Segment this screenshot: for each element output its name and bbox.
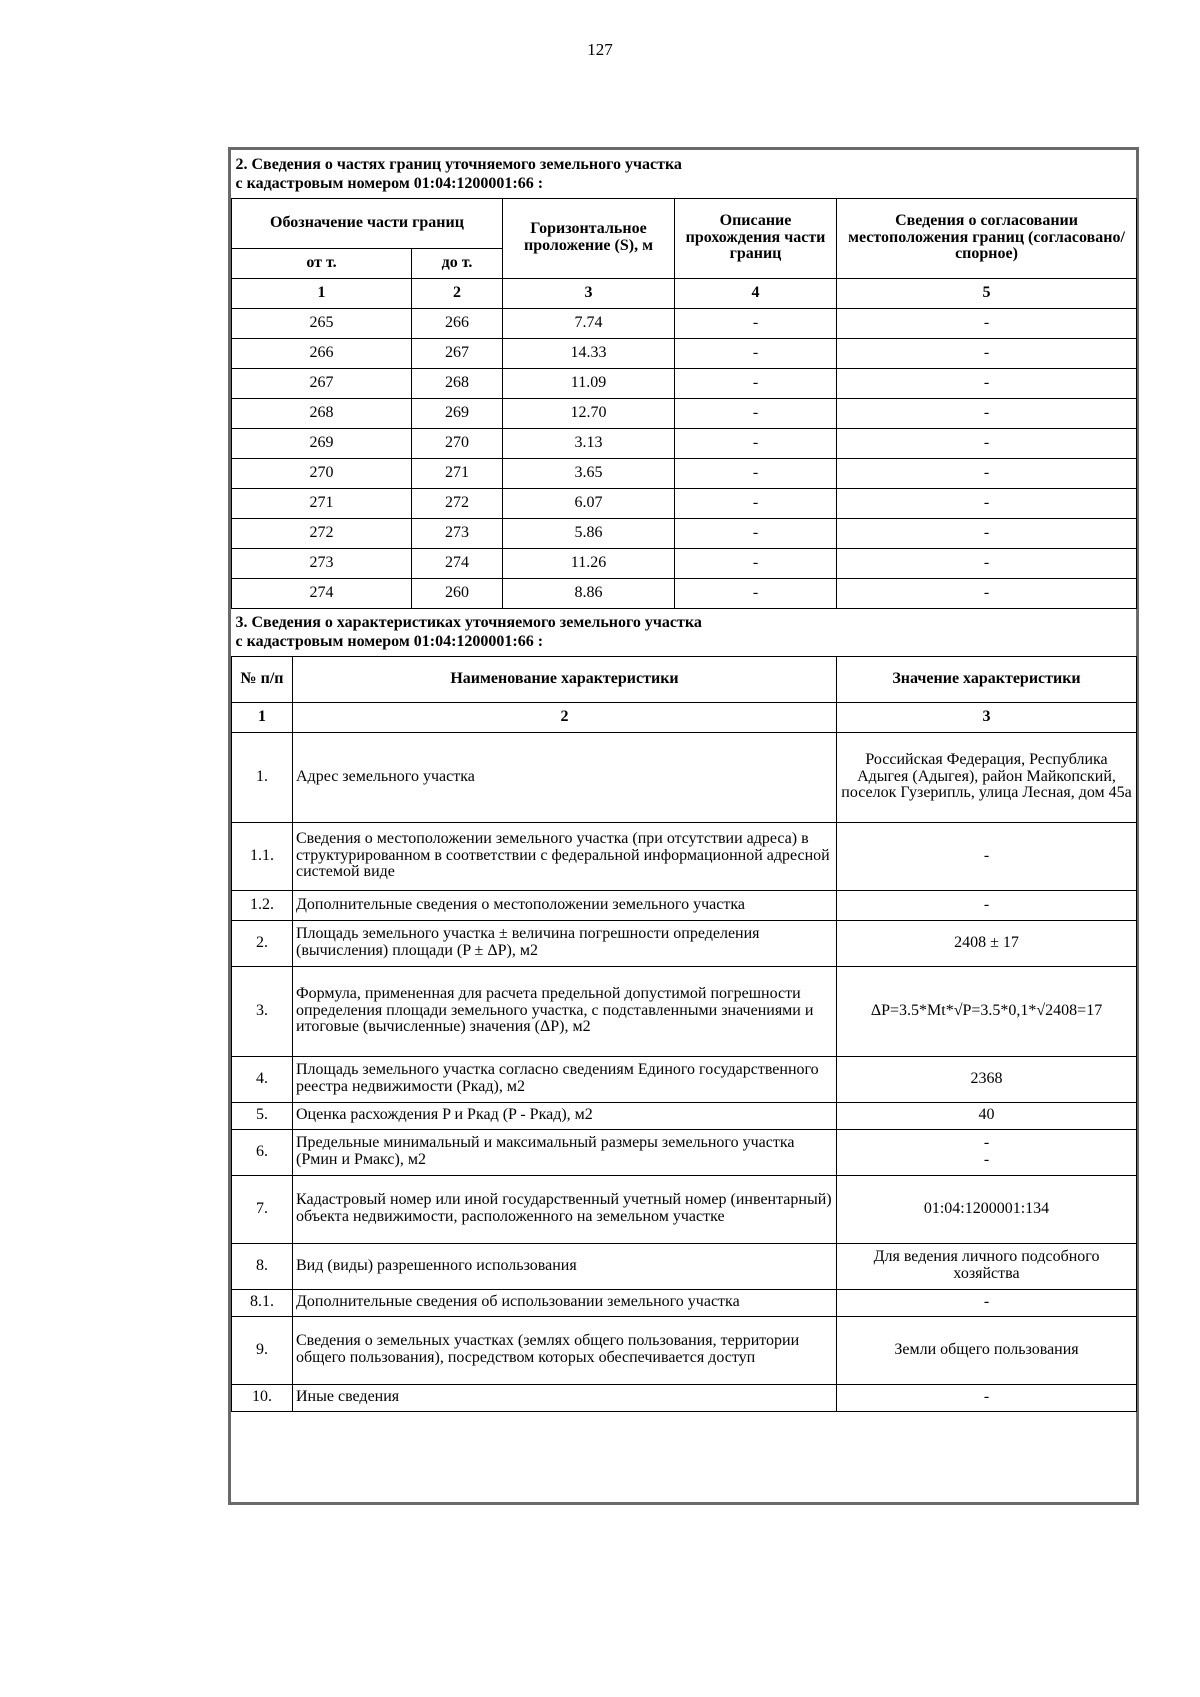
cell-value-max: - [983, 1151, 990, 1168]
boundary-table [231, 150, 1137, 1412]
cell-agreement: - [837, 398, 1137, 428]
table-row [232, 368, 1137, 398]
cell-to: 260 [412, 578, 503, 608]
table-row [232, 1102, 1137, 1129]
document-frame [228, 147, 1139, 1505]
table-row [232, 966, 1137, 1056]
table-row [232, 1056, 1137, 1102]
cell-from: 266 [232, 338, 412, 368]
cell-to: 267 [412, 338, 503, 368]
cell-to: 266 [412, 308, 503, 338]
cell-value: - [837, 1289, 1137, 1316]
cell-value: Российская Федерация, Республика Адыгея (Адыгея), район Майкопский, поселок Гузерипль, улица Лесная, дом 45а [837, 732, 1137, 822]
table-row [232, 732, 1137, 822]
table-row [232, 1129, 1137, 1175]
cell-description: - [675, 458, 837, 488]
header-num: № п/п [232, 656, 293, 702]
cell-num: 1.1. [232, 822, 293, 890]
cell-from: 268 [232, 398, 412, 428]
cell-agreement: - [837, 368, 1137, 398]
header-description: Описание прохождения части границ [675, 198, 837, 278]
table-row [232, 308, 1137, 338]
cell-name: Адрес земельного участка [293, 732, 837, 822]
cell-horizontal: 3.65 [503, 458, 675, 488]
header-agreement: Сведения о согласовании местоположения границ (согласовано/спорное) [837, 198, 1137, 278]
cell-name: Площадь земельного участка ± величина погрешности определения (вычисления) площади (P ± ΔP), м2 [293, 920, 837, 966]
header-value: Значение характеристики [837, 656, 1137, 702]
cell-value: - [837, 1384, 1137, 1411]
cell-description: - [675, 518, 837, 548]
cell-value: 2408 ± 17 [837, 920, 1137, 966]
cell-num: 3. [232, 966, 293, 1056]
cell-to: 273 [412, 518, 503, 548]
header-name: Наименование характеристики [293, 656, 837, 702]
cell-value: 40 [837, 1102, 1137, 1129]
cell-to: 270 [412, 428, 503, 458]
cell-to: 274 [412, 548, 503, 578]
cell-num: 6. [232, 1129, 293, 1175]
cell-to: 269 [412, 398, 503, 428]
cell-horizontal: 7.74 [503, 308, 675, 338]
section2-title [232, 150, 1137, 198]
table-row [232, 1243, 1137, 1289]
cell-num: 8. [232, 1243, 293, 1289]
section2-title-line2: с кадастровым номером 01:04:1200001:66 : [235, 174, 544, 192]
cell-value: - [837, 822, 1137, 890]
cell-description: - [675, 578, 837, 608]
cell-agreement: - [837, 548, 1137, 578]
cell-agreement: - [837, 428, 1137, 458]
section3-title-line2: с кадастровым номером 01:04:1200001:66 : [235, 633, 544, 650]
col-number: 2 [412, 278, 503, 308]
cell-num: 8.1. [232, 1289, 293, 1316]
cell-num: 4. [232, 1056, 293, 1102]
section3-title [232, 608, 1137, 656]
col-number: 4 [675, 278, 837, 308]
cell-description: - [675, 338, 837, 368]
cell-name: Предельные минимальный и максимальный размеры земельного участка (Рмин и Рмакс), м2 [293, 1129, 837, 1175]
cell-name: Площадь земельного участка согласно сведениям Единого государственного реестра недвижимости (Ркад), м2 [293, 1056, 837, 1102]
cell-agreement: - [837, 488, 1137, 518]
cell-from: 273 [232, 548, 412, 578]
cell-description: - [675, 548, 837, 578]
table-row [232, 1289, 1137, 1316]
col-number: 2 [293, 702, 837, 732]
cell-num: 9. [232, 1316, 293, 1384]
table-row [232, 518, 1137, 548]
cell-name: Иные сведения [293, 1384, 837, 1411]
cell-horizontal: 3.13 [503, 428, 675, 458]
cell-value: 2368 [837, 1056, 1137, 1102]
cell-name: Оценка расхождения P и Ркад (P - Ркад), м2 [293, 1102, 837, 1129]
cell-value: 01:04:1200001:134 [837, 1175, 1137, 1243]
col-number: 1 [232, 702, 293, 732]
cell-num: 1. [232, 732, 293, 822]
col-number: 3 [837, 702, 1137, 732]
cell-value [837, 1129, 1137, 1175]
cell-name: Сведения о местоположении земельного участка (при отсутствии адреса) в структурированном в соответствии с федеральной информационной адресной системой виде [293, 822, 837, 890]
col-number: 3 [503, 278, 675, 308]
cell-agreement: - [837, 308, 1137, 338]
cell-description: - [675, 308, 837, 338]
cell-num: 7. [232, 1175, 293, 1243]
header-designation: Обозначение части границ [232, 198, 503, 248]
cell-value: ΔP=3.5*Mt*√P=3.5*0,1*√2408=17 [837, 966, 1137, 1056]
cell-to: 272 [412, 488, 503, 518]
cell-agreement: - [837, 578, 1137, 608]
cell-name: Вид (виды) разрешенного использования [293, 1243, 837, 1289]
table-row [232, 338, 1137, 368]
cell-description: - [675, 428, 837, 458]
cell-from: 265 [232, 308, 412, 338]
table-row [232, 398, 1137, 428]
table-row [232, 488, 1137, 518]
page-number: 127 [587, 40, 613, 59]
table-row [232, 1175, 1137, 1243]
table-row [232, 822, 1137, 890]
cell-description: - [675, 488, 837, 518]
cell-from: 267 [232, 368, 412, 398]
cell-value: - [837, 890, 1137, 920]
section2-title-line1: 2. Сведения о частях границ уточняемого земельного участка [235, 155, 682, 173]
table-row [232, 920, 1137, 966]
cell-description: - [675, 398, 837, 428]
section3-title-line1: 3. Сведения о характеристиках уточняемого земельного участка [235, 613, 702, 631]
table-row [232, 578, 1137, 608]
cell-name: Сведения о земельных участках (землях общего пользования, территории общего пользования), посредством которых обеспечивается доступ [293, 1316, 837, 1384]
table-row [232, 890, 1137, 920]
cell-horizontal: 8.86 [503, 578, 675, 608]
cell-from: 269 [232, 428, 412, 458]
cell-from: 271 [232, 488, 412, 518]
col-number: 1 [232, 278, 412, 308]
cell-horizontal: 11.09 [503, 368, 675, 398]
cell-name: Кадастровый номер или иной государственный учетный номер (инвентарный) объекта недвижимости, расположенного на земельном участке [293, 1175, 837, 1243]
cell-value: Земли общего пользования [837, 1316, 1137, 1384]
cell-from: 274 [232, 578, 412, 608]
cell-name: Формула, примененная для расчета предельной допустимой погрешности определения площади земельного участка, с подставленными значениями и итоговые (вычисленные) значения (ΔP), м2 [293, 966, 837, 1056]
cell-agreement: - [837, 458, 1137, 488]
cell-horizontal: 11.26 [503, 548, 675, 578]
cell-from: 272 [232, 518, 412, 548]
cell-name: Дополнительные сведения о местоположении земельного участка [293, 890, 837, 920]
cell-description: - [675, 368, 837, 398]
cell-horizontal: 12.70 [503, 398, 675, 428]
cell-num: 2. [232, 920, 293, 966]
cell-agreement: - [837, 518, 1137, 548]
cell-num: 10. [232, 1384, 293, 1411]
cell-agreement: - [837, 338, 1137, 368]
header-to: до т. [412, 248, 503, 278]
cell-value: Для ведения личного подсобного хозяйства [837, 1243, 1137, 1289]
table-row [232, 548, 1137, 578]
cell-horizontal: 14.33 [503, 338, 675, 368]
cell-from: 270 [232, 458, 412, 488]
cell-horizontal: 5.86 [503, 518, 675, 548]
col-number: 5 [837, 278, 1137, 308]
table-row [232, 1384, 1137, 1411]
header-from: от т. [232, 248, 412, 278]
header-horizontal: Горизонтальное проложение (S), м [503, 198, 675, 278]
cell-num: 1.2. [232, 890, 293, 920]
cell-value-min: - [983, 1134, 990, 1152]
table-row [232, 1316, 1137, 1384]
cell-name: Дополнительные сведения об использовании земельного участка [293, 1289, 837, 1316]
cell-to: 268 [412, 368, 503, 398]
cell-num: 5. [232, 1102, 293, 1129]
table-row [232, 428, 1137, 458]
cell-horizontal: 6.07 [503, 488, 675, 518]
table-row [232, 458, 1137, 488]
cell-to: 271 [412, 458, 503, 488]
